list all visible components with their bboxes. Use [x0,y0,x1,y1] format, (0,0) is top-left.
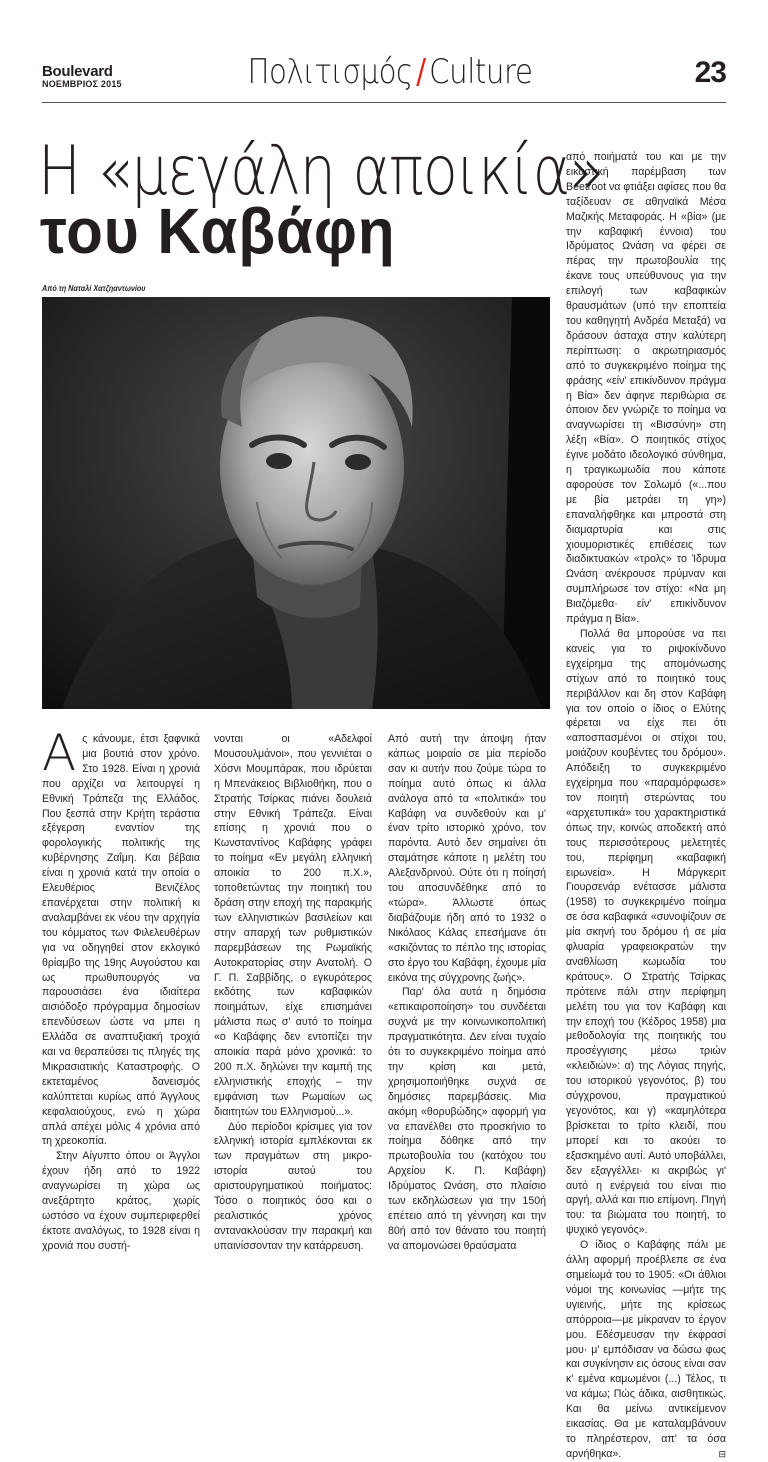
paragraph: νονται οι «Αδελφοί Μουσουλμάνοι», που γεννιέται ο Χόσνι Μουμπάρακ, που ιδρύεται η Μπενάκειος Βιβλιοθήκη, που ο Στρατής Τσίρκας πιάνει δουλειά στην Εθνική Τράπεζα. Είναι επίσης η χρονιά που ο Κωνσταντίνος Καβάφης γράφει το ποίημα «Εν μεγάλη ελληνική αποικία το 200 π.Χ.», τοποθετώντας την ποιητική του δράση στην εποχή της παρακμής των ελληνιστικών βασιλείων και στην απαρχή των ρυθμιστικών παρεμβάσεων της Ρωμαϊκής Αυτοκρατορίας στην Ανατολή. Ο Γ. Π. Σαββίδης, ο εγκυρότερος εκδότης των καβαφικών ποιημάτων, είχε επισημάνει μάλιστα πως σ' αυτό το ποίημα «ο Καβάφης δεν εντοπίζει την αποικία παρά μόνο χρονικά: το 200 π.Χ. δηλώνει την καμπή της ελληνιστικής εποχής – την εμφάνιση των Ρωμαίων ως διαιτητών του Ελληνισμού...». [214,733,372,1118]
paragraph: Πολλά θα μπορούσε να πει κανείς για το ριψοκίνδυνο εγχείρημα της απομόνωσης στίχων από το ποιητικό τους περιβάλλον και δη στον Καβάφη για τον οποίο ο ίδιος ο Ελύτης φέρεται να είχε πει ότι «αποσπασμένοι οι στίχοι του, μοιάζουν κουβέντες του δρόμου». Απόδειξη το συγκεκριμένο εγχείρημα που «παραμόρφωσε» τον ποιητή στερώντας του «αρχετυπικά» του χαρακτηριστικά όπως την, κοινώς αποδεκτή από τους περισσότερους μελετητές του, περίφημη «καβαφική ειρωνεία». Η Μάργκεριτ Γιουρσενάρ ενέτασσε μάλιστα (1958) το συγκεκριμένο ποίημα σε όσα καβαφικά «συνοψίζουν σε μία σκηνή του δρόμου ή σε μία φλυαρία γραφειοκρατών την αναθλίωση κωμωδία του κράτους». Ο Στρατής Τσίρκας πρότεινε πάλι στην περίφημη μελέτη του για τον Καβάφη και την εποχή του (Κέδρος 1958) μια μεθοδολογία της ποιητικής του προσέγγισης μέσω τριών «κλειδιών»: α) της Λόγιας πηγής, του ιστορικού γεγονότος, β) του σύγχρονου, πραγματικού γεγονότος, και γ) «καμηλότερα βρίσκεται το τρίτο κλειδί, που μπορεί και το ακούει το εξασκημένο αυτί. Αυτό υποβάλλει, δεν εξαγγέλλει· κι ακριβώς γι' αυτό η ενέργειά του είναι πιο αργή, αλλά και πιο επίμονη. Πηγή του: τα βιώματα του ποιητή, το ψυχικό γεγονός». [566,628,726,1237]
paragraph: Από αυτή την άποψη ήταν κάπως μοιραίο σε μία περίοδο σαν κι αυτήν που ζούμε τώρα το ποίημα αυτό όπως κι άλλα ανάλογα από τα «πολιτικά» του Καβάφη να συνδεθούν και μ' έναν τρίτο ιστορικό χρόνο, τον παρόντα. Αυτό δεν σημαίνει ότι σταμάτησε κάποτε η μελέτη του Αλεξανδρινού. Ούτε ότι η ποίησή του αποσυνδέθηκε από το «τώρα». Άλλωστε όπως διαβάζουμε ήδη από το 1932 ο Νικόλαος Κάλας επεσήμανε ότι «σκιζόντας το πέπλο της ιστορίας στο έργο του Καβάφη, έχουμε μία εικόνα της σύγχρονης ζωής». [388,733,546,984]
paragraph: Δύο περίοδοι κρίσιμες για τον ελληνική ιστορία εμπλέκονται εκ των πραγμάτων στη μικρο-ιστορία αυτού του αριστουργηματικού ποιήματος: Τόσο ο ποιητικός όσο και ο ρεαλιστικός χρόνος αντανακλούσαν την παρακμή και υπαινίσσονταν την κατάρρευση. [214,1120,372,1252]
article-column-2 [214,732,372,1254]
brand-name: Boulevard [42,63,113,80]
article-column-3 [388,732,546,1254]
masthead-brand [42,64,122,89]
section-slash: / [416,52,426,92]
paragraph: από ποιήματά του και με την εικαστική παρέμβαση των Beetroot να φτιάξει αφίσες που θα ταξίδευαν σε αθηναϊκά Μέσα Μαζικής Μεταφοράς. Η «βία» (με την καβαφική έννοια) του Ιδρύματος Ωνάση να φέρει σε πέρας την πρωτοβουλία της έκανε τους υπεύθυνους για την επιλογή των καβαφικών θραυσμάτων (υπό την εποπτεία του καθηγητή Ανδρέα Μεταξά) να δράσουν άσταχα στην καλύτερη περίπτωση: ο ακρωτηριασμός από το συγκεκριμένο ποίημα της φράσης «είν' επικίνδυνον πράγμα η Βία» δεν άφηνε περιθώρια σε όποιον δεν γνώριζε το ποίημα να αναγνωρίσει τη «Βισσύνη» στη λέξη «Βία». Ο ποιητικός στίχος έγινε μοδάτο ιδεολογικό σύνθημα, η τραγικωμωδία που κάποτε αφορούσε τον Σολωμό («...που με βία μετράει τη γη») επαναλήφθηκε και μπροστά στη διαμαρτυρία και στις χιουμοριστικές επιθέσεις των διαδικτυακών «τρολς» το Ίδρυμα Ωνάση ανέκρουσε πρύμναν και συμπλήρωσε τον στίχο: «Να μη Βιαζόμεθα· είν' επικίνδυνον πράγμα η Βία». [566,151,726,626]
byline: Από τη Ναταλί Χατζηαντωνίου [42,283,146,293]
masthead-divider [42,102,726,103]
portrait-photo-illustration [42,297,550,709]
lead-paragraph [42,724,200,1149]
article-column-right [566,150,726,1462]
headline-line-1: Η «μεγάλη αποικία» [38,132,604,211]
drop-cap: Α [42,724,77,782]
section-title-greek: Πολιτισμός [247,52,413,92]
portrait-photo [42,297,550,709]
paragraph-text: Ο ίδιος ο Καβάφης πάλι με άλλη αφορμή προέβλεπε σε ένα σημείωμά του το 1905: «Οι άθλιοι νόμοι της κοινωνίας —μήτε της υγιεινής, μήτε της κρίσεως απόρροια—με μίκραναν το έργον μου. Εδέσμευσαν την έκφρασί μου· μ' εμπόδισαν να δώσω φως και συγκίνησιν εις όσους είναι σαν κ' εμένα καμωμένοι (...) Τέλος, τι να κάμω; Πώς άδικα, αισθητικώς. Και θα μείνω αντικείμενον εικασίας. Θα με καταλαμβάνουν το πληρέστερον, απ' τα όσα αρνήθηκα». [566,1239,726,1460]
end-of-article-icon: ⊟ [718,1448,726,1459]
paragraph: Στην Αίγυπτο όπου οι Άγγλοι έχουν ήδη από το 1922 αναγνωρίσει τη χώρα ως ανεξάρτητο κράτος, χωρίς ωστόσο να έχουν συμπεριφερθεί έκτοτε αναλόγως, το 1928 είναι η χρονιά που συστή- [42,1150,200,1252]
issue-date: ΝΟΕΜΒΡΙΟΣ 2015 [42,79,122,89]
headline-line-2: του Καβάφη [40,195,396,267]
paragraph: Παρ' όλα αυτά η δημόσια «επικαιροποίηση» του συνδέεται συχνά με την κοινωνικοπολιτική πραγματικότητα. Δεν είναι τυχαίο ότι το συγκεκριμένο ποίημα από την κρίση και μετά, χρησιμοποιήθηκε συχνά σε δημόσιες παρεμβάσεις. Μια ακόμη «θορυβώδης» αφορμή για να επανέλθει στο προσκήνιο το ποίημα δόθηκε από την πρωτοβουλία του (κατόχου του Αρχείου Κ. Π. Καβάφη) Ιδρύματος Ωνάση, στο πλαίσιο των εκδηλώσεων για την 150ή επέτειο από τη γέννηση και την 80ή από τον θάνατο του ποιητή να απομονώσει θραύσματα [388,986,546,1252]
page-number: 23 [694,56,726,89]
section-title-english: Culture [429,52,533,92]
paragraph [566,1238,726,1462]
section-title [244,52,536,92]
article-column-1 [42,724,200,1254]
paragraph-text: ς κάνουμε, έτσι ξαφνικά μια βουτιά στον χρόνο. Στο 1928. Είναι η χρονιά που αρχίζει να λειτουργεί η Εθνική Τράπεζα της Ελλάδος. Που ξεσπά στην Κρήτη τεράστια εξέγερση εναντίον της φορολογικής πολιτικής της κυβέρνησης Ζαΐμη. Και βέβαια είναι η χρονιά κατά την οποία ο Ελευθέριος Βενιζέλος επανέρχεται στην πολιτική κι αναλαμβάνει εκ νέου την αρχηγία του κόμματος των Φιλελευθέρων για να οδηγηθεί στον εκλογικό θρίαμβο της 19ης Αυγούστου και ως πρωθυπουργός να παρουσιάσει ένα ιδιαίτερα αισιόδοξο πρόγραμμα δημοσίων επενδύσεων ώστε να μπει η Ελλάδα σε αναπτυξιακή τροχιά και να θεραπεύσει τις πληγές της Μικρασιατικής Καταστροφής. Ο εκτεταμένος δανεισμός καλύπτεται κυρίως από Άγγλους κεφαλαιούχους, ενώ η χώρα απλά απέχει μόλις 4 χρόνια από τη χρεοκοπία. [42,733,200,1148]
